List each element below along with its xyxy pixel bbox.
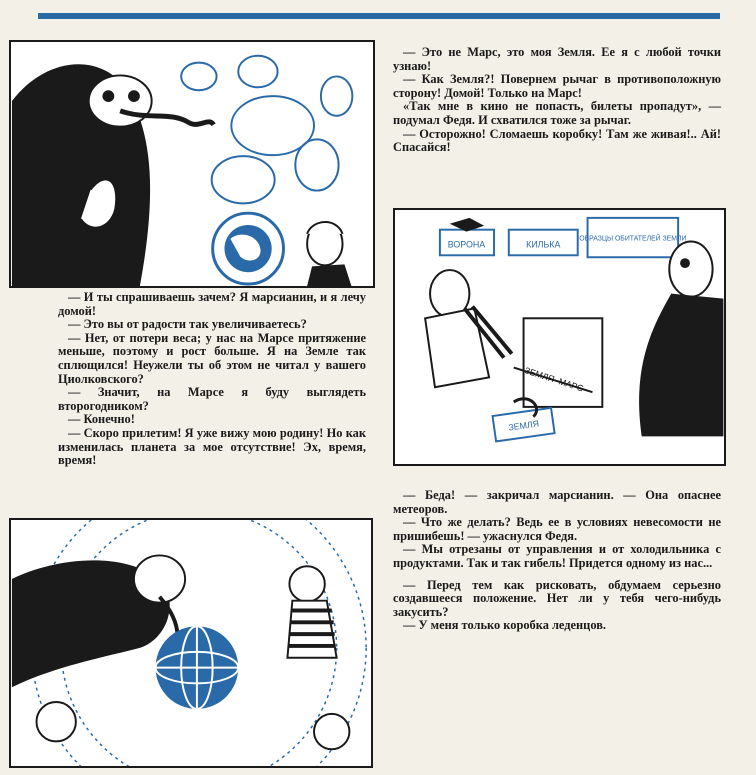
illustration-panel-2 [393, 208, 726, 466]
paragraph: — Беда! — закричал марсианин. — Она опаснее метеоров. [393, 488, 721, 516]
text-left-column [58, 291, 366, 468]
label-zemlya: ЗЕМЛЯ [507, 418, 540, 433]
paragraph: — Это не Марс, это моя Земля. Ее я с любой точки узнаю! [393, 45, 721, 73]
paragraph: — Значит, на Марсе я буду выглядеть второгодником? [58, 385, 366, 413]
illustration-panel-3 [9, 518, 373, 768]
paragraph: — Мы отрезаны от управления и от холодильника с продуктами. Так и так гибель! Придется одному из нас... [393, 542, 721, 570]
illustration-panel-1 [9, 40, 375, 288]
paragraph: — Осторожно! Сломаешь коробку! Там же живая!.. Ай! Спасайся! [393, 126, 721, 155]
top-rule [38, 13, 720, 19]
label-zemlya-mars: ЗЕМЛЯ–МАРС [523, 365, 585, 394]
text-right-top-column [393, 46, 721, 155]
illustration-1-drawing [11, 42, 373, 286]
label-vorona: ВОРОНА [447, 239, 486, 250]
paragraph: «Так мне в кино не попасть, билеты пропадут», — подумал Федя. И схватился тоже за рычаг. [393, 99, 721, 127]
paragraph: — Нет, от потери веса; у нас на Марсе притяжение меньше, поэтому и рост больше. Я на Земле так сплющился! Неужели ты об этом не читал у вашего Циолковского? [58, 330, 366, 386]
paragraph: — Конечно! [68, 412, 135, 427]
paragraph: — Это вы от радости так увеличиваетесь? [68, 317, 307, 332]
illustration-2-drawing [395, 210, 724, 464]
paragraph: — У меня только коробка леденцов. [403, 618, 606, 633]
text-right-bottom-column [393, 489, 721, 633]
paragraph: — Скоро прилетим! Я уже вижу мою родину! Но как изменилась планета за мое отсутствие! Эх, время, время! [58, 425, 366, 468]
paragraph: — Что же делать? Ведь ее в условиях невесомости не пришибешь! — ужаснулся Федя. [393, 515, 721, 543]
label-kilka: КИЛЬКА [526, 239, 561, 250]
paragraph: — Как Земля?! Повернем рычаг в противоположную сторону! Домой! Только на Марс! [393, 72, 721, 100]
illustration-3-drawing [11, 520, 371, 766]
paragraph: — И ты спрашиваешь зачем? Я марсианин, и я лечу домой! [58, 290, 366, 318]
paragraph: — Перед тем как рисковать, обдумаем серьезно создавшееся положение. Нет ли у тебя чего-нибудь закусить? [393, 577, 721, 619]
label-obraztsy: ОБРАЗЦЫ ОБИТАТЕЛЕЙ ЗЕМЛИ [579, 235, 687, 243]
